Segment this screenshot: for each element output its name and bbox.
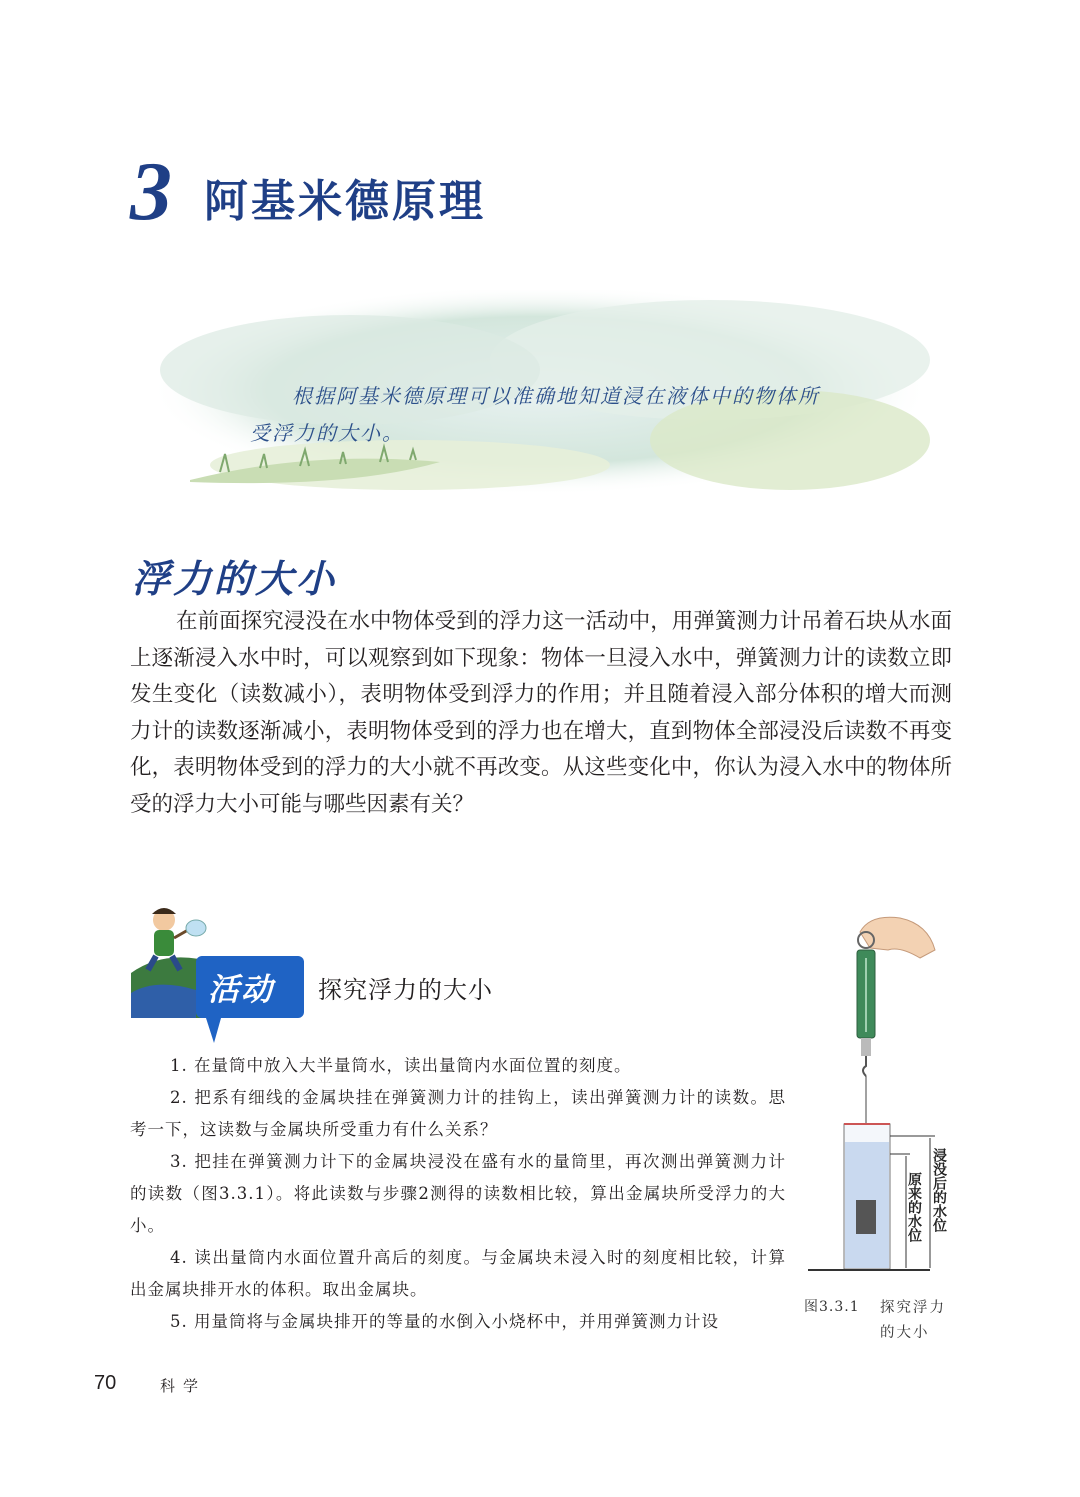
section-title: 浮力的大小 [132, 557, 338, 601]
body-paragraph: 在前面探究浸没在水中物体受到的浮力这一活动中，用弹簧测力计吊着石块从水面上逐渐浸入水中时，可以观察到如下现象：物体一旦浸入水中，弹簧测力计的读数立即发生变化（读数减小），表明物体受到浮力的作用；并且随着浸入部分体积的增大而测力计的读数逐渐减小，表明物体受到的浮力也在增大，直到物体全部浸没后读数不再变化，表明物体受到的浮力的大小就不再改变。从这些变化中，你认为浸入水中的物体所受的浮力大小可能与哪些因素有关？ [130, 609, 952, 817]
chapter-title: 阿基米德原理 [204, 176, 486, 227]
label-after: 浸没后的水位 [931, 1148, 947, 1232]
page-number: 70 [94, 1372, 117, 1394]
activity-steps [130, 1050, 786, 1338]
step-item: 4. 读出量筒内水面位置升高后的刻度。与金属块未浸入时的刻度相比较，计算出金属块排开水的体积。取出金属块。 [130, 1248, 786, 1299]
step-item: 1. 在量筒中放入大半量筒水，读出量筒内水面位置的刻度。 [170, 1056, 632, 1075]
step-item: 5. 用量筒将与金属块排开的等量的水倒入小烧杯中，并用弹簧测力计设 [170, 1312, 719, 1331]
subject-label: 科学 [160, 1377, 207, 1395]
chapter-number: 3 [130, 145, 172, 238]
figure-caption-text: 探究浮力的大小 [880, 1300, 946, 1341]
label-before: 原来的水位 [906, 1172, 922, 1242]
figure-caption-number: 图3.3.1 [804, 1299, 860, 1315]
activity-title: 探究浮力的大小 [318, 976, 493, 1004]
step-item: 2. 把系有细线的金属块挂在弹簧测力计的挂钩上，读出弹簧测力计的读数。思考一下，这读数与金属块所受重力有什么关系？ [130, 1088, 786, 1139]
intro-line-1: 根据阿基米德原理可以准确地知道浸在液体中的物体所 [292, 384, 820, 408]
spring-scale-cylinder-figure [800, 910, 960, 1285]
intro-text [250, 378, 870, 452]
intro-line-2: 受浮力的大小。 [250, 421, 404, 445]
step-item: 3. 把挂在弹簧测力计下的金属块浸没在盛有水的量筒里，再次测出弹簧测力计的读数（图3.3.1）。将此读数与步骤2测得的读数相比较，算出金属块所受浮力的大小。 [130, 1152, 786, 1235]
activity-label: 活动 [208, 972, 274, 1008]
